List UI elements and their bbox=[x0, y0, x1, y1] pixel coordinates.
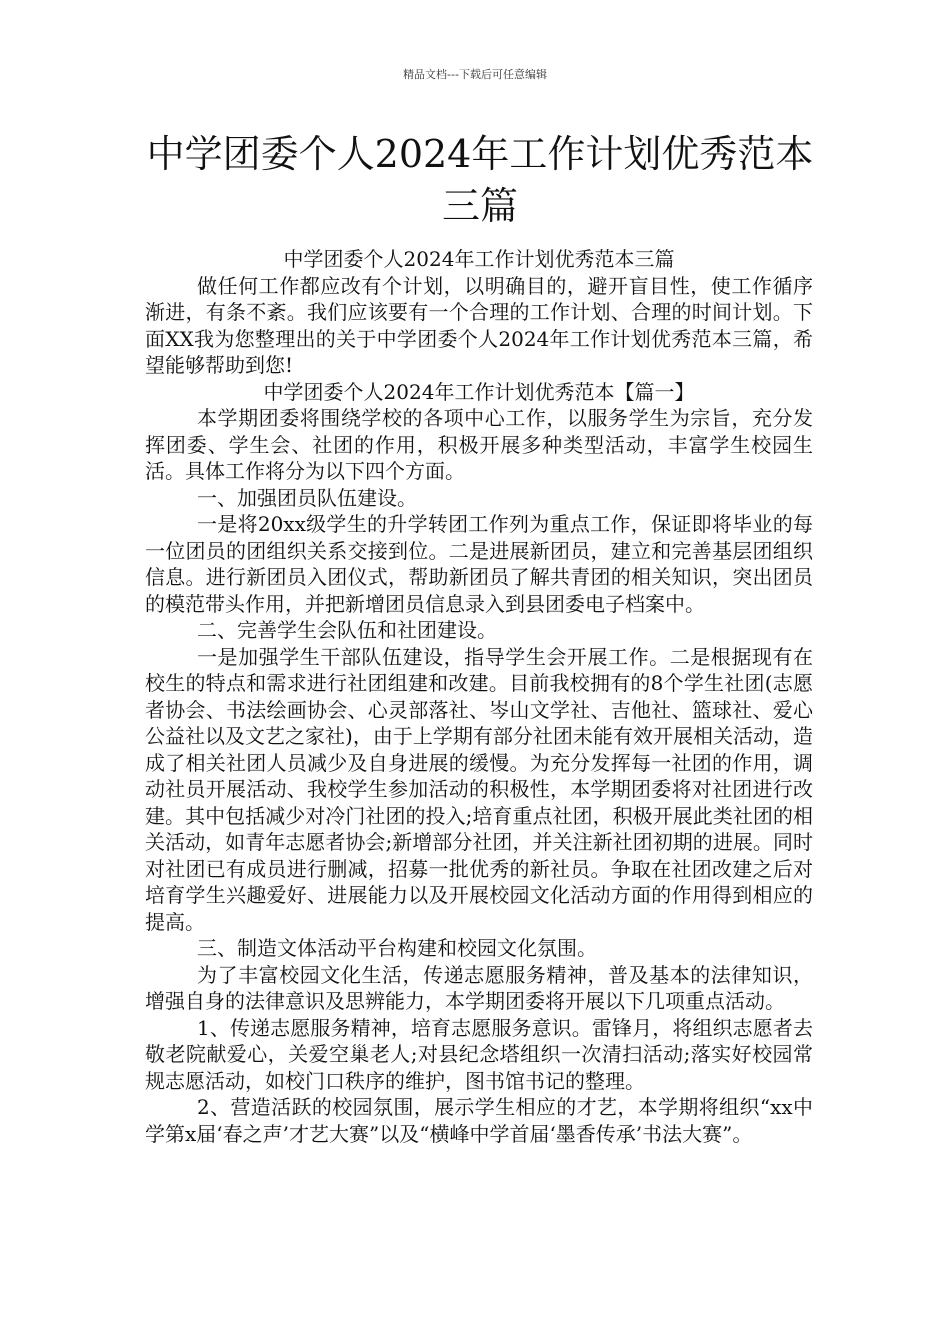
intro-paragraph: 做任何工作都应改有个计划，以明确目的，避开盲目性，使工作循序渐进，有条不紊。我们应该要有一个合理的工作计划、合理的时间计划。下面XX我为您整理出的关于中学团委个人2024年工作计划优秀范本三篇，希望能够帮助到您! bbox=[145, 273, 813, 377]
section-heading-part-one: 中学团委个人2024年工作计划优秀范本【篇一】 bbox=[263, 379, 695, 404]
body-paragraph: 为了丰富校园文化生活，传递志愿服务精神，普及基本的法律知识，增强自身的法律意识及思辨能力，本学期团委将开展以下几项重点活动。 bbox=[145, 962, 813, 1013]
section-heading: 一、加强团员队伍建设。 bbox=[197, 485, 417, 510]
subtitle-line: 中学团委个人2024年工作计划优秀范本三篇 bbox=[283, 247, 675, 271]
list-item: 2、营造活跃的校园氛围，展示学生相应的才艺，本学期将组织“xx中学第x届‘春之声’才艺大赛”以及“横峰中学首届‘墨香传承’书法大赛”。 bbox=[145, 1095, 813, 1146]
body-paragraph: 本学期团委将围绕学校的各项中心工作，以服务学生为宗旨，充分发挥团委、学生会、社团的作用，积极开展多种类型活动，丰富学生校园生活。具体工作将分为以下四个方面。 bbox=[145, 406, 813, 483]
section-heading: 三、制造文体活动平台构建和校园文化氛围。 bbox=[197, 936, 597, 960]
section-heading: 二、完善学生会队伍和社团建设。 bbox=[197, 618, 497, 642]
document-title: 中学团委个人2024年工作计划优秀范本三篇 bbox=[146, 132, 814, 228]
body-paragraph: 一是加强学生干部队伍建设，指导学生会开展工作。二是根据现有在校生的特点和需求进行社团组建和改建。目前我校拥有的8个学生社团(志愿者协会、书法绘画协会、心灵部落社、岑山文学社、吉他社、篮球社、爱心公益社以及文艺之家社)，由于上学期有部分社团未能有效开展相关活动，造成了相关社团人员减少及自身进展的缓慢。为充分发挥每一社团的作用，调动社员开展活动、我校学生参加活动的积极性，本学期团委将对社团进行改建。其中包括减少对冷门社团的投入;培育重点社团，积极开展此类社团的相关活动，如青年志愿者协会;新增部分社团，并关注新社团初期的进展。同时对社团已有成员进行删减，招募一批优秀的新社员。争取在社团改建之后对培育学生兴趣爱好、进展能力以及开展校园文化活动方面的作用得到相应的提高。 bbox=[145, 644, 813, 934]
page-header-note: 精品文档---下载后可任意编辑 bbox=[403, 68, 547, 81]
body-paragraph: 一是将20xx级学生的升学转团工作列为重点工作，保证即将毕业的每一位团员的团组织关系交接到位。二是进展新团员，建立和完善基层团组织信息。进行新团员入团仪式，帮助新团员了解共青团的相关知识，突出团员的模范带头作用，并把新增团员信息录入到县团委电子档案中。 bbox=[145, 512, 813, 616]
list-item: 1、传递志愿服务精神，培育志愿服务意识。雷锋月，将组织志愿者去敬老院献爱心，关爱空巢老人;对县纪念塔组织一次清扫活动;落实好校园常规志愿活动，如校门口秩序的维护，图书馆书记的整理。 bbox=[145, 1015, 813, 1093]
document-body bbox=[145, 246, 813, 1147]
